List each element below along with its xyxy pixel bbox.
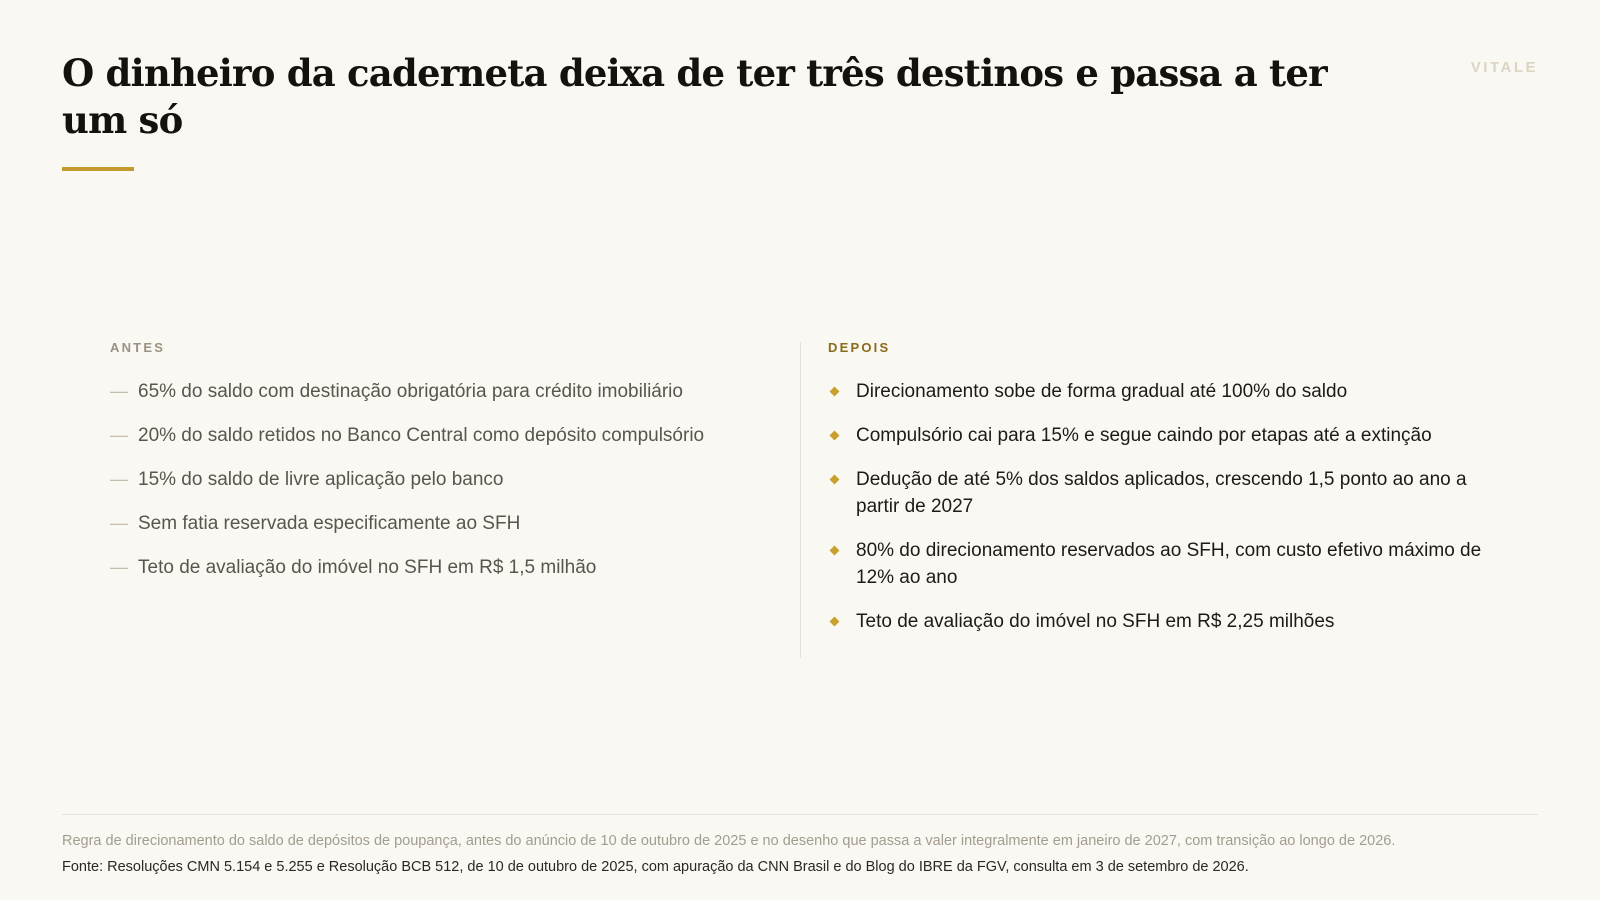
dash-icon: —	[110, 425, 128, 445]
depois-item-text: 80% do direcionamento reservados ao SFH, com custo efetivo máximo de 12% ao ano	[856, 540, 1482, 588]
depois-column	[828, 340, 1498, 652]
antes-item	[110, 422, 750, 449]
footer-divider	[62, 814, 1538, 815]
antes-item	[110, 466, 750, 493]
antes-item-text: Teto de avaliação do imóvel no SFH em R$ 1,5 milhão	[138, 557, 597, 578]
depois-list	[828, 378, 1498, 635]
title-underline	[62, 167, 134, 171]
dash-icon: —	[110, 469, 128, 489]
diamond-bullet-icon	[830, 546, 840, 556]
page-title: O dinheiro da caderneta deixa de ter três destinos e passa a ter um só	[62, 51, 1327, 142]
diamond-bullet-icon	[830, 431, 840, 441]
antes-item	[110, 554, 750, 581]
antes-item-text: 20% do saldo retidos no Banco Central como depósito compulsório	[138, 425, 705, 446]
depois-item-text: Dedução de até 5% dos saldos aplicados, crescendo 1,5 ponto ao ano a partir de 2027	[856, 469, 1467, 517]
diamond-bullet-icon	[830, 475, 840, 485]
antes-item	[110, 378, 750, 405]
antes-item-text: 65% do saldo com destinação obrigatória para crédito imobiliário	[138, 381, 683, 402]
footer-source: Fonte: Resoluções CMN 5.154 e 5.255 e Resolução BCB 512, de 10 de outubro de 2025, com apuração da CNN Brasil e do Blog do IBRE da FGV, consulta em 3 de setembro de 2026.	[62, 859, 1249, 875]
depois-item-text: Teto de avaliação do imóvel no SFH em R$ 2,25 milhões	[856, 611, 1335, 632]
depois-item-text: Compulsório cai para 15% e segue caindo por etapas até a extinção	[856, 425, 1432, 446]
depois-item	[828, 422, 1498, 449]
depois-label: DEPOIS	[828, 340, 891, 355]
antes-column	[110, 340, 750, 598]
dash-icon: —	[110, 381, 128, 401]
depois-item	[828, 608, 1498, 635]
depois-item	[828, 378, 1498, 405]
antes-item-text: 15% do saldo de livre aplicação pelo banco	[138, 469, 504, 490]
antes-item	[110, 510, 750, 537]
antes-list	[110, 378, 750, 581]
diamond-bullet-icon	[830, 387, 840, 397]
footer-note: Regra de direcionamento do saldo de depósitos de poupança, antes do anúncio de 10 de outubro de 2025 e no desenho que passa a valer integralmente em janeiro de 2027, com transição ao longo de 2026.	[62, 833, 1396, 849]
brand-logo: VITALE	[1470, 59, 1538, 76]
depois-item-text: Direcionamento sobe de forma gradual até 100% do saldo	[856, 381, 1348, 402]
antes-label: ANTES	[110, 340, 166, 355]
dash-icon: —	[110, 513, 128, 533]
column-divider	[800, 342, 801, 658]
depois-item	[828, 466, 1498, 520]
depois-item	[828, 537, 1498, 591]
dash-icon: —	[110, 557, 128, 577]
diamond-bullet-icon	[830, 617, 840, 627]
antes-item-text: Sem fatia reservada especificamente ao SFH	[138, 513, 521, 534]
